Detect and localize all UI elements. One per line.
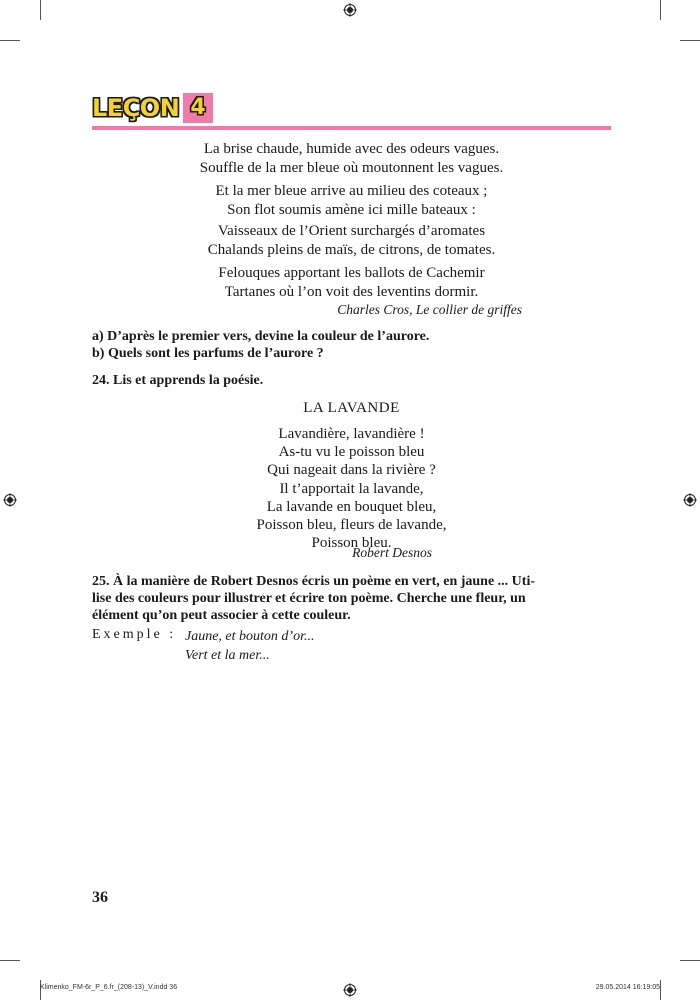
poem-stanza	[92, 182, 611, 220]
exercise-line: élément qu’on peut associer à cette couleur.	[92, 608, 351, 623]
exemple-text	[185, 627, 314, 665]
poem-line: Poisson bleu, fleurs de lavande,	[256, 517, 447, 534]
exercise-line: 25. À la manière de Robert Desnos écris un poème en vert, en jaune ... Uti-	[92, 574, 536, 589]
poem-credit: Charles Cros, Le collier de griffes	[337, 302, 522, 317]
crop-mark	[680, 960, 700, 961]
question-a: a) D’après le premier vers, devine la couleur de l’aurore.	[92, 329, 430, 344]
poem-line: As-tu vu le poisson bleu	[278, 444, 425, 461]
poem-stanza	[92, 140, 611, 178]
registration-mark-icon	[343, 3, 357, 17]
poem-stanza	[92, 222, 611, 260]
crop-mark	[680, 40, 700, 41]
poem-line: Felouques apportant les ballots de Cachemir	[218, 265, 485, 281]
poem-line: Chalands pleins de maïs, de citrons, de tomates.	[207, 242, 496, 258]
poem-title: LA LAVANDE	[303, 400, 400, 416]
poem-stanza	[92, 264, 611, 302]
poem-line: Lavandière, lavandière !	[278, 426, 425, 442]
footer-timestamp: 29.05.2014 16:19:05	[595, 984, 660, 991]
crop-mark	[0, 40, 20, 41]
exemple-label: Exemple :	[92, 627, 177, 642]
question-b: b) Quels sont les parfums de l’aurore ?	[92, 346, 324, 361]
registration-mark-icon	[683, 493, 697, 507]
crop-mark	[660, 0, 661, 20]
poem-line: Tartanes où l’on voit des leventins dormir.	[224, 284, 479, 300]
exercise-24: 24. Lis et apprends la poésie.	[92, 373, 264, 388]
lesson-number: 4	[190, 95, 206, 120]
poem-line: La lavande en bouquet bleu,	[266, 498, 437, 515]
poem-credit: Robert Desnos	[352, 545, 432, 560]
registration-mark-icon	[343, 983, 357, 997]
poem-line: Poisson bleu.	[311, 535, 392, 552]
footer-filename: Klimenko_FM-6r_P_6.fr_(208-13)_V.indd 36	[40, 984, 178, 991]
crop-mark	[0, 960, 20, 961]
exercise-25	[92, 573, 617, 624]
poem-line: Son flot soumis amène ici mille bateaux :	[227, 202, 476, 218]
registration-mark-icon	[3, 493, 17, 507]
crop-mark	[40, 0, 41, 20]
poem-body	[92, 425, 611, 552]
poem-line: Il t’apportait la lavande,	[279, 480, 424, 497]
exercise-line: lise des couleurs pour illustrer et écrire ton poème. Cherche une fleur, un	[92, 591, 526, 606]
exemple-line: Jaune, et bouton d’or...	[185, 629, 315, 644]
poem-line: Qui nageait dans la rivière ?	[267, 462, 436, 479]
poem-line: Vaisseaux de l’Orient surchargés d’aromates	[217, 223, 486, 239]
poem-line: La brise chaude, humide avec des odeurs vagues.	[203, 141, 500, 157]
lecon-title: LEÇON	[92, 94, 180, 122]
crop-mark	[660, 980, 661, 1000]
page-number: 36	[92, 889, 108, 906]
poem-line: Et la mer bleue arrive au milieu des coteaux ;	[215, 183, 488, 199]
header-divider	[92, 126, 611, 130]
exemple-line: Vert et la mer...	[185, 648, 270, 663]
poem-line: Souffle de la mer bleue où moutonnent les vagues.	[199, 160, 504, 176]
